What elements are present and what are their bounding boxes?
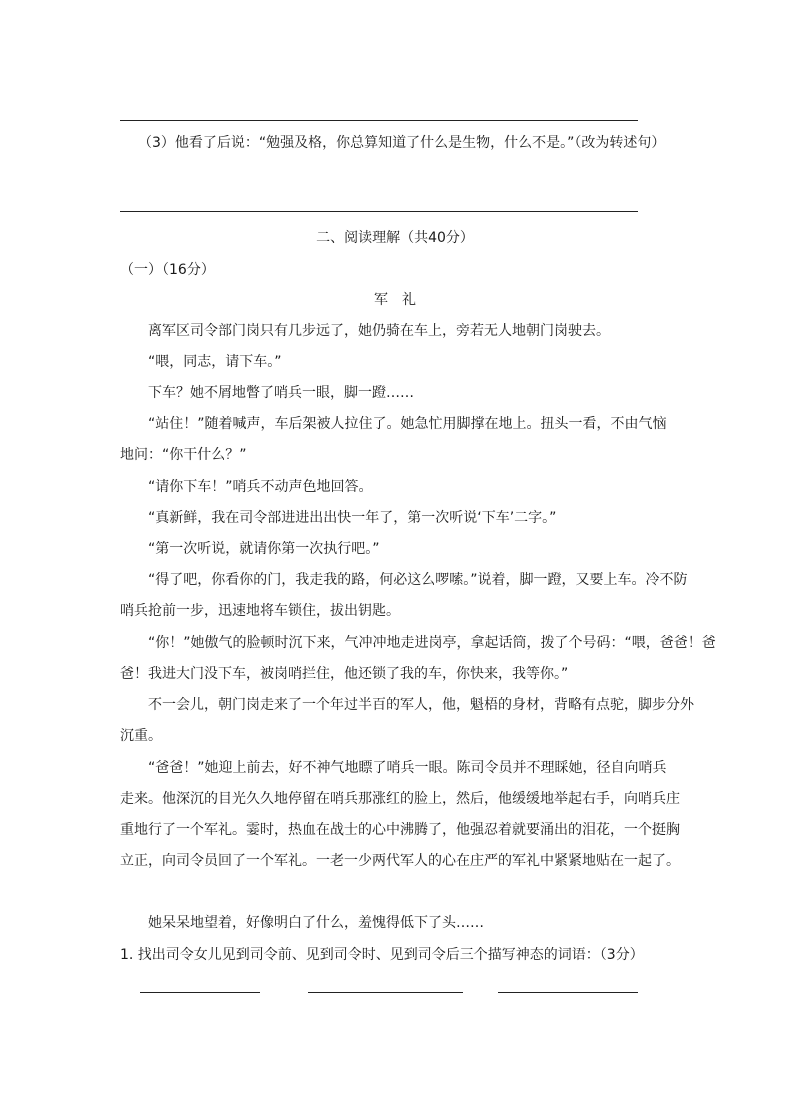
answer-line-top: [120, 120, 638, 121]
paragraph-4a: “站住！”随着喊声，车后架被人拉住了。她急忙用脚撑在地上。扭头一看，不由气恼: [148, 416, 667, 432]
paragraph-3: 下车？她不屑地瞥了哨兵一眼，脚一蹬……: [148, 385, 414, 401]
paragraph-11b: 走来。他深沉的目光久久地停留在哨兵那涨红的脸上，然后，他缓缓地举起右手，向哨兵庄: [120, 791, 680, 807]
paragraph-8b: 哨兵抢前一步，迅速地将车锁住，拔出钥匙。: [120, 603, 400, 619]
answer-line-q3: [120, 211, 638, 212]
paragraph-10b: 沉重。: [120, 728, 162, 744]
paragraph-11c: 重地行了一个军礼。霎时，热血在战士的心中沸腾了，他强忍着就要涌出的泪花，一个挺胸: [120, 822, 680, 838]
part-label: （一）（16分）: [120, 262, 215, 278]
paragraph-5: “请你下车！”哨兵不动声色地回答。: [148, 479, 373, 495]
answer-blank-2[interactable]: [308, 992, 463, 993]
paragraph-7: “第一次听说，就请你第一次执行吧。”: [148, 541, 380, 557]
paragraph-11d: 立正，向司令员回了一个军礼。一老一少两代军人的心在庄严的军礼中紧紧地贴在一起了。: [120, 853, 680, 869]
paragraph-12: 她呆呆地望着，好像明白了什么，羞愧得低下了头……: [148, 915, 484, 931]
paragraph-6: “真新鲜，我在司令部进进出出快一年了，第一次听说‘下车’二字。”: [148, 510, 557, 526]
question-1-text: 1. 找出司令女儿见到司令前、见到司令时、见到司令后三个描写神态的词语：（3分）: [120, 947, 644, 963]
paragraph-9b: 爸！我进大门没下车，被岗哨拦住，他还锁了我的车，你快来，我等你。”: [120, 666, 569, 682]
paragraph-9a: “你！”她傲气的脸顿时沉下来，气冲冲地走进岗亭，拿起话筒，拨了个号码：“喂，爸爸！爸: [148, 635, 716, 651]
paragraph-11a: “爸爸！”她迎上前去，好不神气地瞟了哨兵一眼。陈司令员并不理睬她，径自向哨兵: [148, 760, 667, 776]
paragraph-4b: 地问：“你干什么？”: [120, 447, 247, 463]
section-heading: 二、阅读理解（共40分）: [316, 230, 474, 246]
question-3-text: （3）他看了后说：“勉强及格，你总算知道了什么是生物，什么不是。”（改为转述句）: [138, 135, 666, 151]
paragraph-1: 离军区司令部门岗只有几步远了，她仍骑在车上，旁若无人地朝门岗驶去。: [148, 323, 610, 339]
answer-blank-1[interactable]: [140, 992, 260, 993]
story-title: 军 礼: [374, 292, 416, 308]
paragraph-2: “喂，同志，请下车。”: [148, 354, 282, 370]
paragraph-8a: “得了吧，你看你的门，我走我的路，何必这么啰嗦。”说着，脚一蹬，又要上车。冷不防: [148, 572, 688, 588]
paragraph-10a: 不一会儿，朝门岗走来了一个年过半百的军人，他，魁梧的身材，背略有点驼，脚步分外: [148, 697, 694, 713]
answer-blank-3[interactable]: [498, 992, 638, 993]
